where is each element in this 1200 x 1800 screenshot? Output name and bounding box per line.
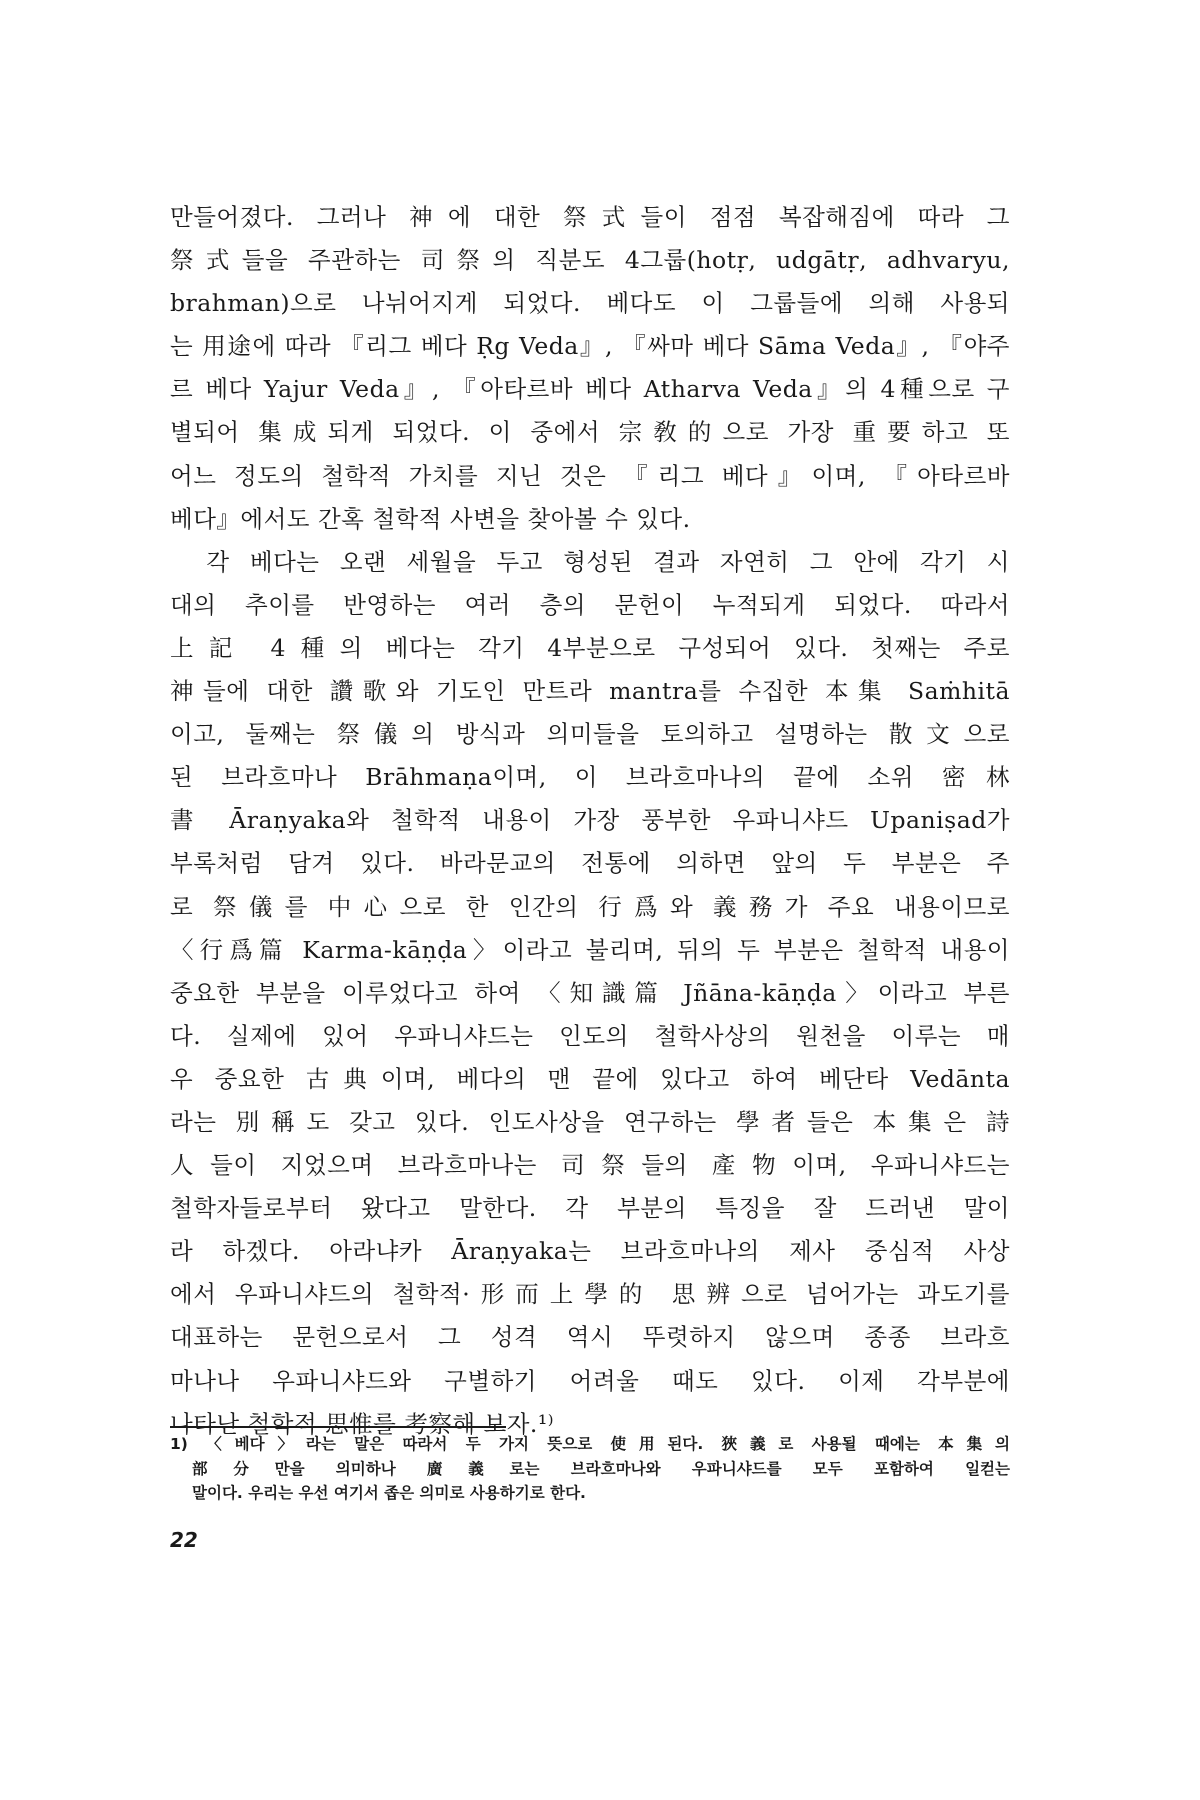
body-line: 대의 추이를 반영하는 여러 층의 문헌이 누적되게 되었다. 따라서 xyxy=(170,590,1010,619)
body-line: 별되어 集成되게 되었다. 이 중에서 宗敎的으로 가장 重要하고 또 xyxy=(170,418,1010,447)
body-line: 書 Āraṇyaka와 철학적 내용이 가장 풍부한 우파니샤드 Upaniṣad가 xyxy=(170,806,1010,835)
body-line: 上記 4種의 베다는 각기 4부분으로 구성되어 있다. 첫째는 주로 xyxy=(170,633,1010,662)
body-line: 라 하겠다. 아라냐카 Āraṇyaka는 브라흐마나의 제사 중심적 사상 xyxy=(170,1237,1010,1266)
body-line: 중요한 부분을 이루었다고 하여 〈知識篇 Jñāna-kāṇḍa〉이라고 부른 xyxy=(170,978,1010,1007)
body-line: 르 베다 Yajur Veda』, 『아타르바 베다 Atharva Veda』의 4種으로 구 xyxy=(170,375,1010,404)
body-line: 나타난 철학적 思惟를 考察해 보자.¹⁾ xyxy=(170,1409,555,1438)
body-line: 철학자들로부터 왔다고 말한다. 각 부분의 특징을 잘 드러낸 말이 xyxy=(170,1194,1010,1223)
footnotes xyxy=(170,1432,1010,1506)
body-line: 다. 실제에 있어 우파니샤드는 인도의 철학사상의 원천을 이루는 매 xyxy=(170,1021,1010,1050)
body-line: 〈行爲篇 Karma-kāṇḍa〉이라고 불리며, 뒤의 두 부분은 철학적 내용이 xyxy=(170,935,1010,964)
body-line: 대표하는 문헌으로서 그 성격 역시 뚜렷하지 않으며 종종 브라흐 xyxy=(170,1323,1010,1352)
body-line: 된 브라흐마나 Brāhmaṇa이며, 이 브라흐마나의 끝에 소위 密林 xyxy=(170,763,1010,792)
body-line: 부록처럼 담겨 있다. 바라문교의 전통에 의하면 앞의 두 부분은 주 xyxy=(170,849,1010,878)
body-line: 에서 우파니샤드의 철학적·形而上學的 思辨으로 넘어가는 과도기를 xyxy=(170,1280,1010,1309)
body-line: 이고, 둘째는 祭儀의 방식과 의미들을 토의하고 설명하는 散文으로 xyxy=(170,720,1010,749)
body-line: brahman)으로 나뉘어지게 되었다. 베다도 이 그룹들에 의해 사용되 xyxy=(170,289,1010,318)
body-line: 베다』에서도 간혹 철학적 사변을 찾아볼 수 있다. xyxy=(170,504,691,533)
body-text xyxy=(170,196,1010,1446)
body-line: 어느 정도의 철학적 가치를 지닌 것은 『리그 베다』이며, 『아타르바 xyxy=(170,461,1010,490)
footnote-line: 말이다. 우리는 우선 여기서 좁은 의미로 사용하기로 한다. xyxy=(192,1484,586,1502)
body-line: 우 중요한 古典이며, 베다의 맨 끝에 있다고 하여 베단타 Vedānta xyxy=(170,1064,1010,1093)
page-number: 22 xyxy=(170,1528,198,1552)
body-line: 는 用途에 따라 『리그 베다 Ṛg Veda』, 『싸마 베다 Sāma Veda』, 『야주 xyxy=(170,332,1010,361)
footnote-line: 部分만을 의미하나 廣義로는 브라흐마나와 우파니샤드를 모두 포함하여 일컫는 xyxy=(192,1459,1010,1478)
footnote-divider xyxy=(170,1426,506,1428)
body-line: 라는 別稱도 갖고 있다. 인도사상을 연구하는 學者들은 本集은 詩 xyxy=(170,1107,1010,1136)
body-line: 만들어졌다. 그러나 神에 대한 祭式들이 점점 복잡해짐에 따라 그 xyxy=(170,203,1010,231)
body-line: 각 베다는 오랜 세월을 두고 형성된 결과 자연히 그 안에 각기 시 xyxy=(170,547,1010,576)
body-line: 祭式들을 주관하는 司祭의 직분도 4그룹(hotṛ, udgātṛ, adhvaryu, xyxy=(170,246,1010,275)
body-line: 로 祭儀를 中心으로 한 인간의 行爲와 義務가 주요 내용이므로 xyxy=(170,892,1010,921)
body-line: 神들에 대한 讚歌와 기도인 만트라 mantra를 수집한 本集 Saṁhitā xyxy=(170,677,1010,706)
body-line: 人들이 지었으며 브라흐마나는 司祭들의 產物이며, 우파니샤드는 xyxy=(170,1151,1010,1180)
footnote-line: 1) 〈베다〉라는 말은 따라서 두 가지 뜻으로 使用된다. 狹義로 사용될 때에는 本集의 xyxy=(170,1435,1010,1453)
body-line: 마나나 우파니샤드와 구별하기 어려울 때도 있다. 이제 각부분에 xyxy=(170,1366,1010,1395)
